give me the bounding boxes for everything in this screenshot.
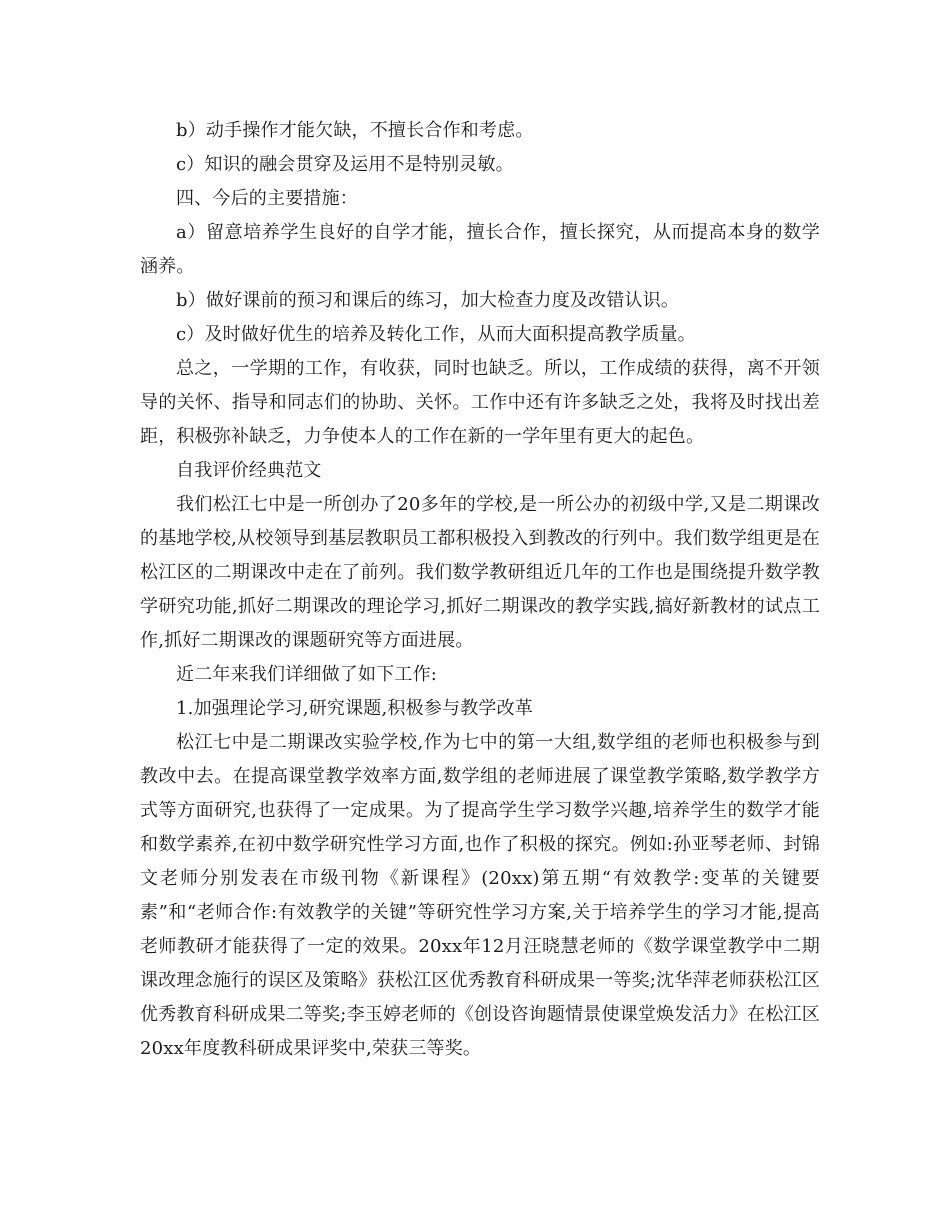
essay-intro-paragraph: 我们松江七中是一所创办了20多年的学校,是一所公办的初级中学,又是二期课改的基地学校,从校领导到基层教职员工都积极投入到教改的行列中。我们数学组更是在松江区的二期课改中走在了前列。我们数学教研组近几年的工作也是围绕提升数学教学研究功能,抓好二期课改的理论学习,抓好二期课改的教学实践,搞好新教材的试点工作,抓好二期课改的课题研究等方面进展。 (140, 494, 820, 651)
essay-title: 自我评价经典范文 (176, 460, 322, 481)
paragraph-c-item: c）知识的融会贯穿及运用不是特别灵敏。 (176, 154, 514, 175)
paragraph-b-item: b）动手操作才能欠缺，不擅长合作和考虑。 (176, 120, 534, 141)
work-item-heading-1: 1.加强理论学习,研究课题,积极参与教学改革 (176, 698, 534, 719)
work-item-body-1: 松江七中是二期课改实验学校,作为七中的第一大组,数学组的老师也积极参与到教改中去。在提高课堂教学效率方面,数学组的老师进展了课堂教学策略,数学教学方式等方面研究,也获得了一定成果。为了提高学生学习数学兴趣,培养学生的数学才能和数学素养,在初中数学研究性学习方面,也作了积极的探究。例如:孙亚琴老师、封锦文老师分别发表在市级刊物《新课程》(20xx)第五期“有效教学:变革的关键要素”和“老师合作:有效教学的关键”等研究性学习方案,关于培养学生的学习才能,提高老师教研才能获得了一定的效果。20xx年12月汪晓慧老师的《数学课堂教学中二期课改理念施行的误区及策略》获松江区优秀教育科研成果一等奖;沈华萍老师获松江区优秀教育科研成果二等奖;李玉婷老师的《创设咨询题情景使课堂焕发活力》在松江区20xx年度教科研成果评奖中,荣获三等奖。 (140, 732, 820, 1059)
work-intro-line: 近二年来我们详细做了如下工作: (176, 664, 438, 685)
measure-b: b）做好课前的预习和课后的练习，加大检查力度及改错认识。 (176, 290, 680, 311)
summary-paragraph: 总之，一学期的工作，有收获，同时也缺乏。所以，工作成绩的获得，离不开领导的关怀、指导和同志们的协助、关怀。工作中还有许多缺乏之处，我将及时找出差距，积极弥补缺乏，力争使本人的工作在新的一学年里有更大的起色。 (140, 358, 820, 447)
document-body (140, 114, 820, 1066)
measure-a: a）留意培养学生良好的自学才能，擅长合作，擅长探究，从而提高本身的数学涵养。 (140, 222, 820, 277)
measure-c: c）及时做好优生的培养及转化工作，从而大面积提高教学质量。 (176, 324, 696, 345)
section-heading-measures: 四、今后的主要措施： (176, 188, 358, 209)
